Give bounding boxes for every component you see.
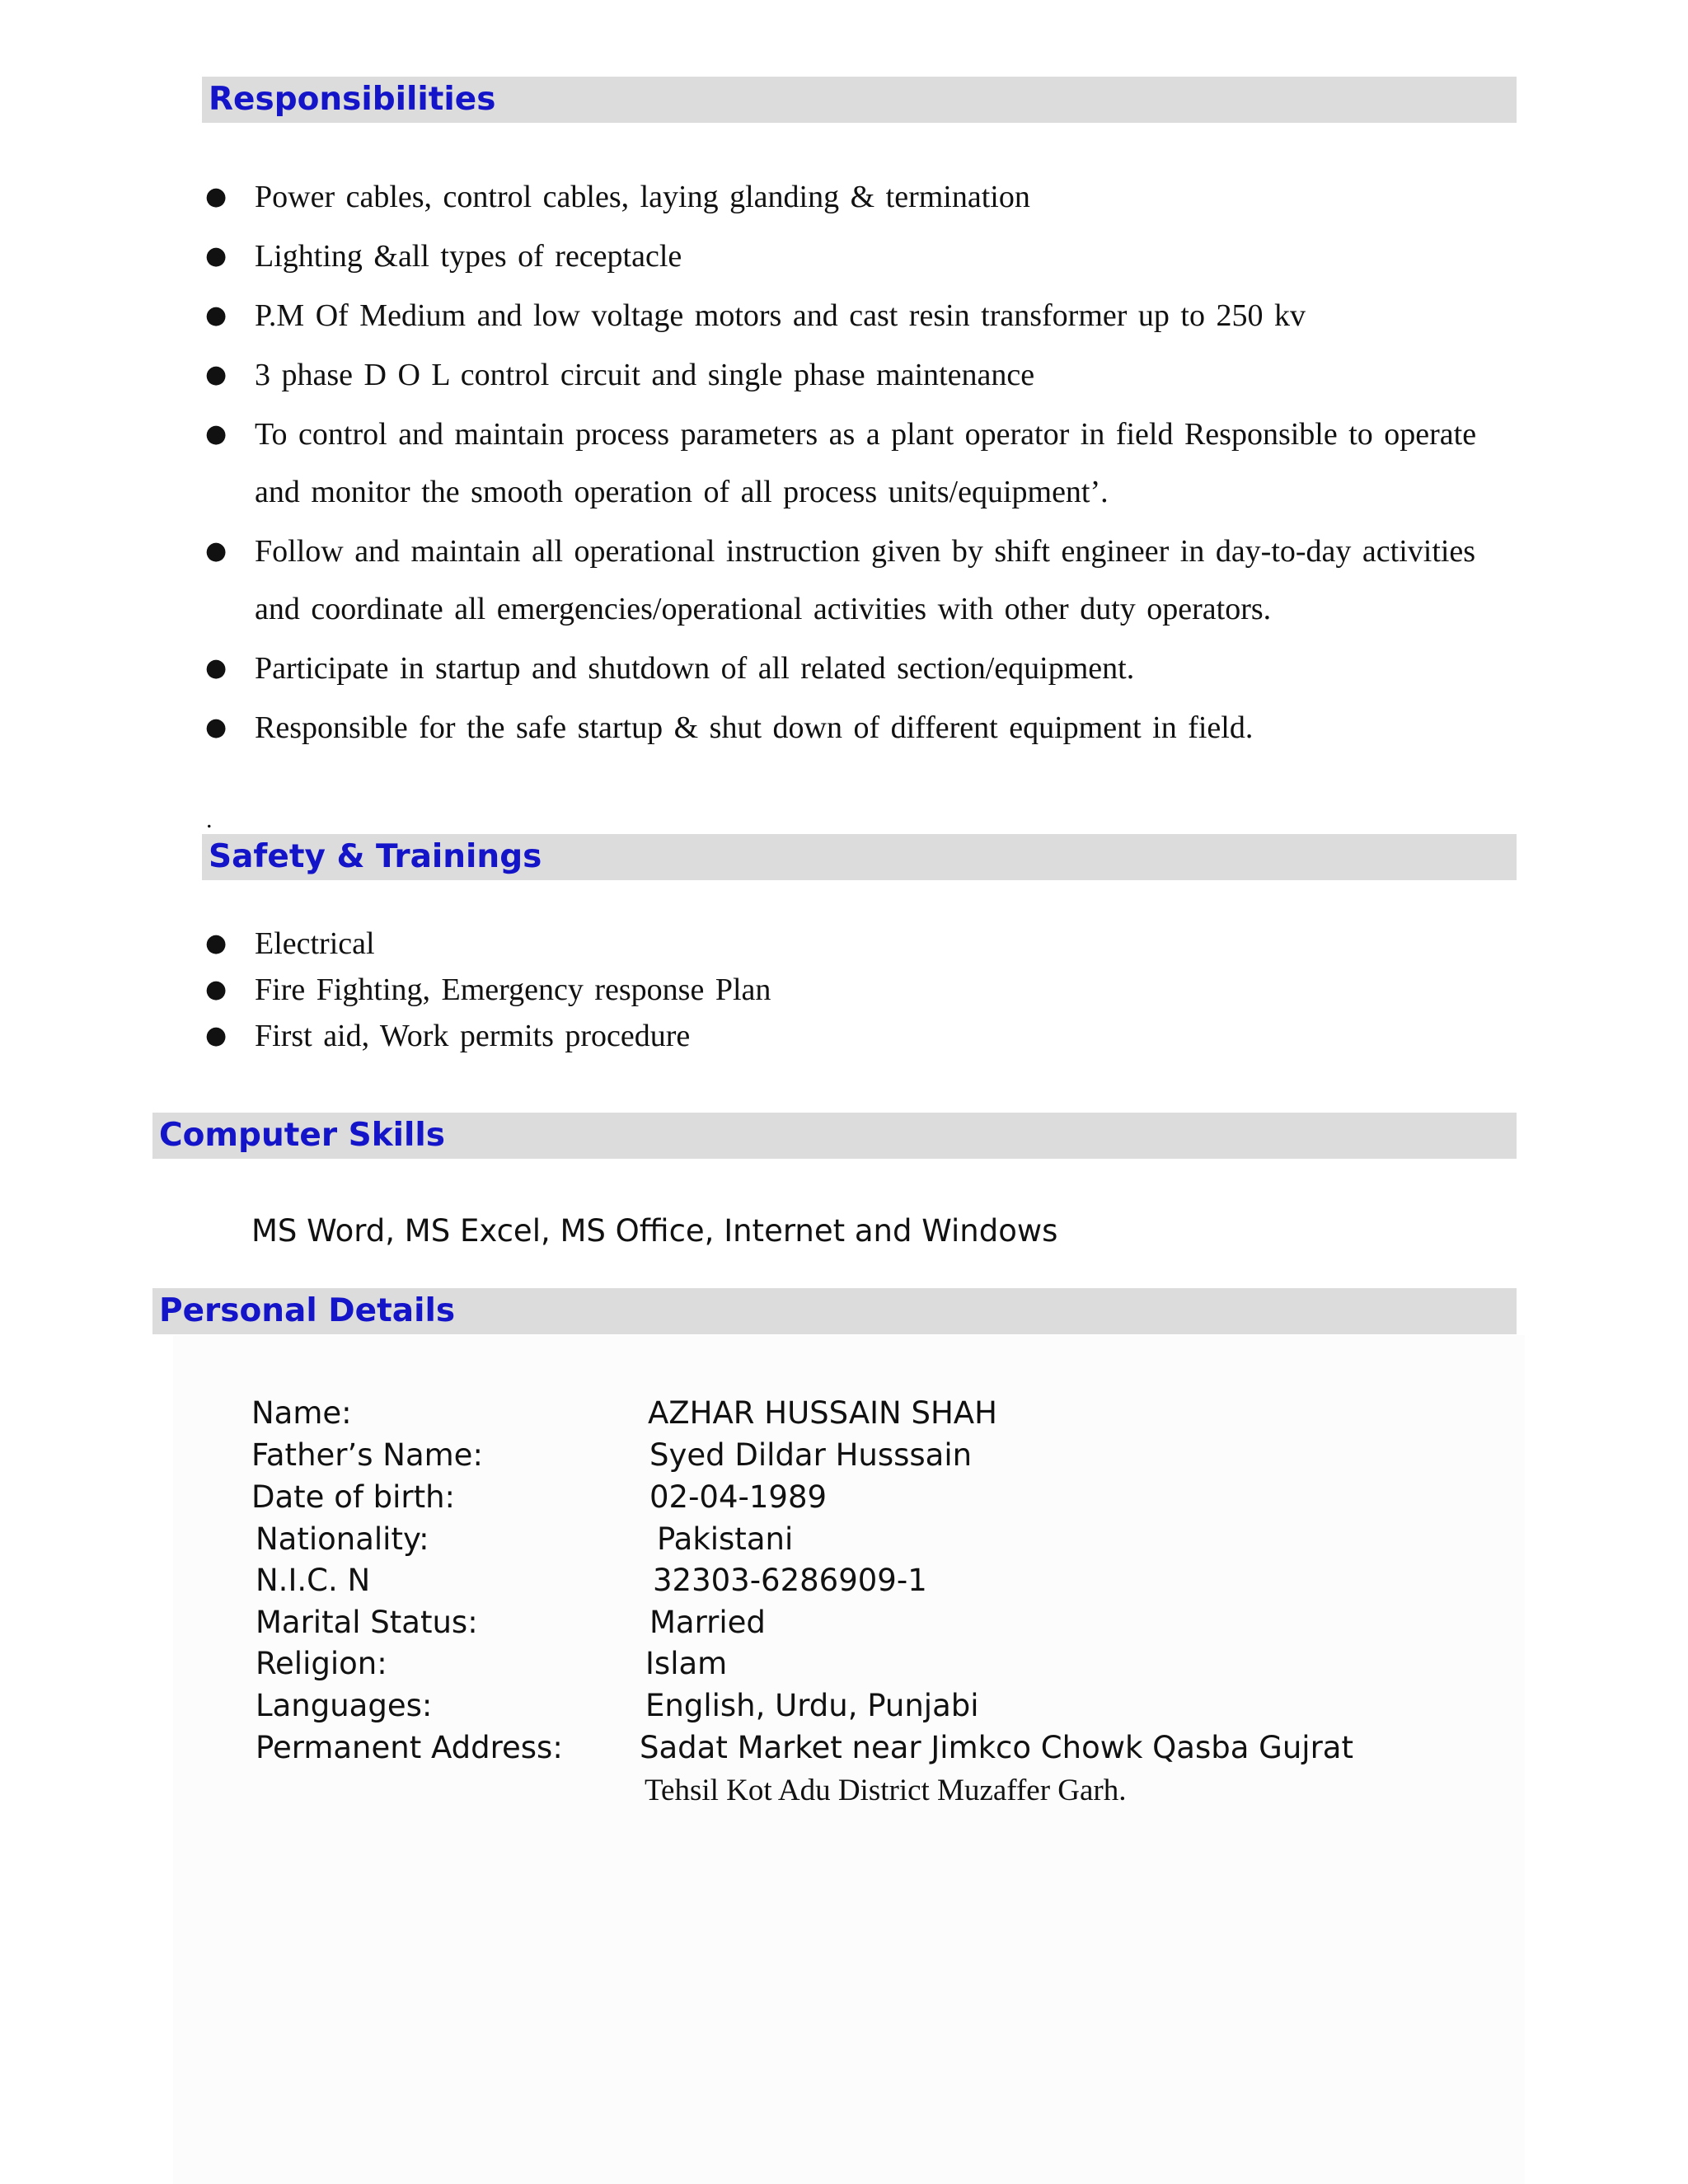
safety-trainings-heading: Safety & Trainings [202,834,1517,880]
detail-label: Religion: [256,1646,387,1681]
bullet-icon: ● [205,929,227,958]
personal-detail-nic [0,1563,1688,1605]
detail-label: Permanent Address: [256,1730,563,1765]
computer-skills-text: MS Word, MS Excel, MS Office, Internet and Windows [251,1213,1058,1249]
bullet-icon: ● [205,1021,227,1050]
responsibilities-list [202,168,1504,758]
personal-detail-permanent-address [0,1730,1688,1773]
bullet-icon: ● [205,182,227,211]
list-item: ● 3 phase D O L control circuit and single phase maintenance [202,346,1504,404]
detail-value: 02-04-1989 [649,1479,828,1515]
bullet-icon: ● [205,713,227,742]
list-item: ● Electrical [202,921,1504,967]
detail-label: Father’s Name: [251,1437,483,1473]
detail-label: Date of birth: [251,1479,456,1515]
responsibilities-heading: Responsibilities [202,77,1517,123]
personal-details-heading: Personal Details [152,1288,1517,1334]
list-item: ● Participate in startup and shutdown of all related section/equipment. [202,640,1504,697]
bullet-icon: ● [205,241,227,270]
permanent-address-line-2: Tehsil Kot Adu District Muzaffer Garh. [645,1774,1127,1807]
stray-period: . [206,806,213,833]
personal-detail-nationality [0,1521,1688,1564]
list-item: ● First aid, Work permits procedure [202,1013,1504,1059]
detail-value: AZHAR HUSSAIN SHAH [648,1395,997,1431]
computer-skills-heading: Computer Skills [152,1113,1517,1159]
bullet-icon: ● [205,419,227,448]
bullet-icon: ● [205,975,227,1004]
list-item: ● Responsible for the safe startup & shut down of different equipment in field. [202,699,1504,757]
personal-detail-languages [0,1688,1688,1731]
list-item: ● Follow and maintain all operational instruction given by shift engineer in day-to-day activities and coordinate all emergencies/operational activities with other duty operators. [202,523,1504,638]
detail-value: Married [649,1605,766,1640]
list-item: ● P.M Of Medium and low voltage motors and cast resin transformer up to 250 kv [202,287,1504,344]
list-item: ● To control and maintain process parameters as a plant operator in field Responsible to operate and monitor the smooth operation of all process units/equipment’. [202,405,1504,521]
detail-value: Syed Dildar Husssain [649,1437,973,1473]
safety-trainings-list [202,921,1504,1059]
personal-detail-religion [0,1646,1688,1689]
detail-value: Islam [645,1646,728,1681]
list-item: ● Power cables, control cables, laying glanding & termination [202,168,1504,226]
list-item: ● Fire Fighting, Emergency response Plan [202,967,1504,1013]
bullet-icon: ● [205,360,227,389]
detail-label: Marital Status: [256,1605,478,1640]
detail-value: Pakistani [657,1521,794,1557]
detail-value: Sadat Market near Jimkco Chowk Qasba Gujrat [640,1730,1353,1765]
detail-value: English, Urdu, Punjabi [645,1688,979,1723]
detail-value: 32303-6286909-1 [653,1563,927,1598]
detail-label: N.I.C. N [256,1563,371,1598]
bullet-icon: ● [205,537,227,565]
detail-label: Languages: [256,1688,433,1723]
detail-label: Nationality: [256,1521,429,1557]
bullet-icon: ● [205,654,227,682]
personal-detail-marital-status [0,1605,1688,1647]
personal-detail-name [0,1395,1688,1438]
list-item: ● Lighting &all types of receptacle [202,227,1504,285]
bullet-icon: ● [205,301,227,330]
personal-detail-father-name [0,1437,1688,1480]
detail-label: Name: [251,1395,352,1431]
personal-detail-date-of-birth [0,1479,1688,1522]
